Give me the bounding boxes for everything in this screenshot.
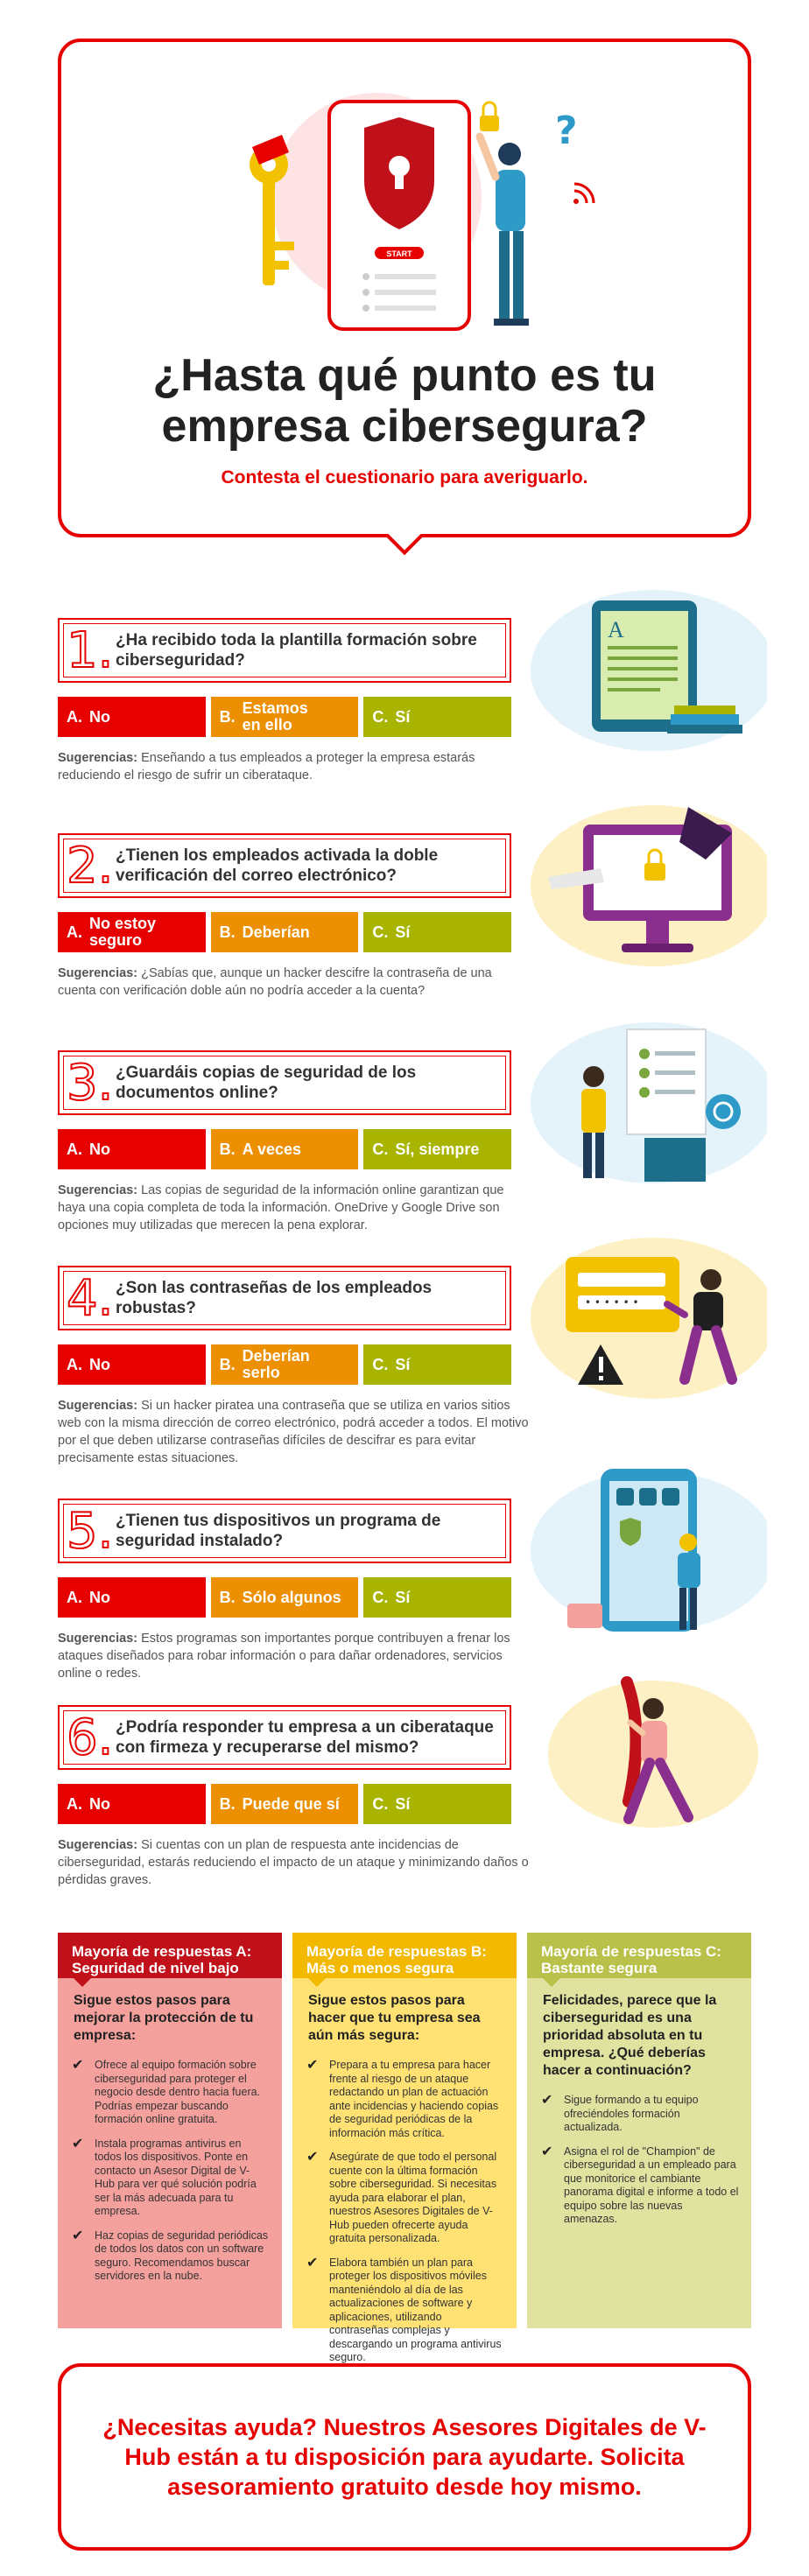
answer-label: No <box>89 1588 110 1606</box>
answer-c-button[interactable] <box>363 1784 511 1824</box>
answer-label: Sí <box>395 707 411 726</box>
answer-a-button[interactable] <box>58 1344 206 1385</box>
hint-body: Enseñando a tus empleados a proteger la empresa estarás reduciendo el riesgo de sufrir un ciberataque. <box>58 751 475 783</box>
result-item <box>292 2145 517 2251</box>
hint-body: Si cuentas con un plan de respuesta ante incidencias de ciberseguridad, estarás reduciendo el impacto de un ataque y minimizando daños o pérdidas graves. <box>58 1838 529 1887</box>
result-item-text: Sigue formando a tu equipo ofreciéndoles formación actualizada. <box>564 2094 699 2133</box>
answer-label: Estamos en ello <box>242 699 308 733</box>
check-icon: ✔ <box>541 2093 553 2108</box>
question-box <box>58 1050 511 1115</box>
answer-a-button[interactable] <box>58 912 206 952</box>
cta-card[interactable] <box>58 2363 751 2551</box>
result-item <box>527 2140 751 2232</box>
question-number: 4. <box>67 1270 114 1327</box>
check-icon: ✔ <box>306 2255 319 2271</box>
check-icon: ✔ <box>72 2228 84 2243</box>
result-item-text: Asegúrate de que todo el personal cuente con la última formación sobre ciberseguridad. Si necesitas ayuda para elaborar el plan, nuestros Asesores Digitales de V-Hub pueden ofrecerte ayuda gratuita personalizada. <box>329 2151 497 2244</box>
cta-text: ¿Necesitas ayuda? Nuestros Asesores Digitales de V-Hub están a tu disposición para ayudarte. Solicita asesoramiento gratuito desde hoy mismo. <box>102 2414 707 2500</box>
shield-defender-illustration <box>513 1670 767 1845</box>
answer-label: No <box>89 1355 110 1373</box>
answer-letter: A. <box>67 1355 82 1373</box>
question-text: ¿Podría responder tu empresa a un ciberataque con firmeza y recuperarse del mismo? <box>116 1718 494 1757</box>
question-number: 3. <box>67 1055 114 1112</box>
hint-text <box>58 1182 531 1234</box>
check-icon: ✔ <box>541 2144 553 2159</box>
answer-b-button[interactable] <box>211 697 359 737</box>
hint-body: ¿Sabías que, aunque un hacker descifre la contraseña de una cuenta con verificación doble aún no podría acceder a la cuenta? <box>58 966 492 998</box>
answer-label: Sí <box>395 923 411 941</box>
answer-letter: C. <box>372 1140 389 1158</box>
result-header: Mayoría de respuestas B: Más o menos segura <box>292 1933 517 1978</box>
hint-body: Las copias de seguridad de la información online garantizan que haya una copia completa de toda la información. OneDrive y Google Drive son opciones muy utilizadas que merecen la pena explorar. <box>58 1183 504 1232</box>
header-arrow <box>74 1978 91 1987</box>
check-icon: ✔ <box>72 2136 84 2151</box>
answer-letter: C. <box>372 1588 389 1606</box>
answer-label: No estoy seguro <box>89 915 157 949</box>
question-box <box>58 1499 511 1563</box>
hint-text <box>58 749 531 784</box>
svg-text:?: ? <box>555 109 578 153</box>
results-panel <box>58 1933 751 2363</box>
result-item <box>292 2053 517 2145</box>
answer-letter: A. <box>67 1588 82 1606</box>
answer-label: Deberían <box>242 923 310 941</box>
answer-letter: A. <box>67 1794 82 1813</box>
answer-a-button[interactable] <box>58 1784 206 1824</box>
answer-options <box>58 912 511 952</box>
answer-label: Sí <box>395 1588 411 1606</box>
result-item <box>527 2088 751 2140</box>
answer-letter: A. <box>67 707 82 726</box>
hint-label: Sugerencias: <box>58 1399 138 1413</box>
answer-letter: A. <box>67 923 82 941</box>
hint-label: Sugerencias: <box>58 1838 138 1852</box>
answer-label: Deberían serlo <box>242 1347 310 1381</box>
question-number: 5. <box>67 1503 114 1560</box>
result-intro: Felicidades, parece que la ciberseguridad es una prioridad absoluta en tu empresa. ¿Qué deberías hacer a continuación? <box>543 1993 717 2078</box>
result-item-text: Asigna el rol de "Champion" de ciberseguridad a un empleado para que monitorice el cambiante panorama digital e informe a todo el equipo sobre las nuevas amenazas. <box>564 2144 739 2225</box>
hint-text <box>58 1630 531 1682</box>
answer-letter: A. <box>67 1140 82 1158</box>
answer-b-button[interactable] <box>211 1344 359 1385</box>
answer-label: No <box>89 1140 110 1158</box>
answer-letter: B. <box>219 1794 236 1813</box>
answer-c-button[interactable] <box>363 1344 511 1385</box>
result-header: Mayoría de respuestas A: Seguridad de nivel bajo <box>58 1933 282 1978</box>
answer-letter: B. <box>219 1355 236 1373</box>
check-icon: ✔ <box>306 2150 319 2165</box>
answer-letter: B. <box>219 707 236 726</box>
result-intro: Sigue estos pasos para mejorar la protección de tu empresa: <box>74 1993 254 2043</box>
svg-text:• • • • • •: • • • • • • <box>585 1296 639 1309</box>
header-arrow <box>308 1978 326 1987</box>
result-item <box>58 2132 282 2224</box>
result-item-text: Elabora también un plan para proteger los dispositivos móviles manteniéndolo al día de las actualizaciones de software y aplicaciones, utilizando contraseñas complejas y descargando un programa antivirus seguro. <box>329 2256 502 2363</box>
result-column-a <box>58 1933 282 2328</box>
phone-security-illustration <box>201 67 622 347</box>
answer-letter: C. <box>372 707 389 726</box>
answer-label: No <box>89 707 110 726</box>
question-box <box>58 1266 511 1330</box>
result-column-c <box>527 1933 751 2328</box>
hint-text <box>58 1836 531 1889</box>
answer-label: Sí <box>395 1794 411 1813</box>
backup-documents-illustration <box>513 1015 767 1190</box>
hint-body: Estos programas son importantes porque contribuyen a frenar los ataques diseñados para robar información o para dañar ordenadores, servicios online o redes. <box>58 1632 510 1681</box>
answer-b-button[interactable] <box>211 1129 359 1169</box>
question-number: 2. <box>67 838 114 895</box>
answer-b-button[interactable] <box>211 1577 359 1618</box>
answer-c-button[interactable] <box>363 697 511 737</box>
answer-letter: C. <box>372 1355 389 1373</box>
monitor-hacker-illustration <box>513 798 767 973</box>
result-item <box>58 2053 282 2132</box>
question-text: ¿Guardáis copias de seguridad de los documentos online? <box>116 1063 417 1102</box>
answer-options <box>58 1577 511 1618</box>
answer-a-button[interactable] <box>58 697 206 737</box>
answer-letter: B. <box>219 1140 236 1158</box>
svg-text:A: A <box>608 617 624 642</box>
result-item-text: Ofrece al equipo formación sobre ciberseguridad para proteger el negocio desde dentro hacia fuera. Podrías empezar buscando formación online gratuita. <box>95 2059 261 2125</box>
hero-card <box>58 39 751 537</box>
phone-apps-illustration <box>513 1463 767 1639</box>
answer-a-button[interactable] <box>58 1129 206 1169</box>
answer-letter: C. <box>372 1794 389 1813</box>
result-intro: Sigue estos pasos para hacer que tu empresa sea aún más segura: <box>308 1993 481 2043</box>
result-header: Mayoría de respuestas C: Bastante segura <box>527 1933 751 1978</box>
password-warning-illustration <box>513 1231 767 1406</box>
hint-label: Sugerencias: <box>58 1183 138 1197</box>
answer-c-button[interactable] <box>363 1129 511 1169</box>
hint-text <box>58 1397 531 1467</box>
answer-c-button[interactable] <box>363 912 511 952</box>
answer-options <box>58 1784 511 1824</box>
question-box <box>58 618 511 683</box>
check-icon: ✔ <box>72 2058 84 2073</box>
start-label: START <box>386 249 412 258</box>
answer-letter: C. <box>372 923 389 941</box>
answer-letter: B. <box>219 1588 236 1606</box>
answer-options <box>58 1344 511 1385</box>
result-item-text: Instala programas antivirus en todos los dispositivos. Ponte en contacto un Asesor Digital de V-Hub para ver qué solución podría ser la más adecuada para tu empresa. <box>95 2137 257 2217</box>
answer-c-button[interactable] <box>363 1577 511 1618</box>
answer-label: No <box>89 1794 110 1813</box>
page-subtitle: Contesta el cuestionario para averiguarlo. <box>221 467 588 488</box>
question-text: ¿Son las contraseñas de los empleados robustas? <box>116 1279 433 1317</box>
hint-body: Si un hacker piratea una contraseña que se utiliza en varios sitios web con la misma dirección de correo electrónico, podrá acceder a todos. El motivo por el que deben utilizarse contraseñas difíciles de descifrar es para evitar precisamente estas situaciones. <box>58 1399 529 1465</box>
result-item <box>58 2224 282 2289</box>
question-text: ¿Tienen tus dispositivos un programa de seguridad instalado? <box>116 1512 441 1550</box>
question-number: 6. <box>67 1709 114 1766</box>
answer-label: Sí <box>395 1355 411 1373</box>
result-item-text: Haz copias de seguridad periódicas de todos los datos con un software seguro. Recomendamos buscar servidores en la nube. <box>95 2229 269 2282</box>
question-text: ¿Ha recibido toda la plantilla formación sobre ciberseguridad? <box>116 631 477 670</box>
hint-label: Sugerencias: <box>58 966 138 980</box>
page-title: ¿Hasta qué punto es tu empresa cibersegura? <box>152 350 657 452</box>
answer-label: A veces <box>242 1140 302 1158</box>
hint-label: Sugerencias: <box>58 751 138 765</box>
answer-letter: B. <box>219 923 236 941</box>
tablet-document-illustration <box>513 583 767 758</box>
hint-label: Sugerencias: <box>58 1632 138 1646</box>
hint-text <box>58 965 531 1000</box>
question-box <box>58 833 511 898</box>
result-item-text: Prepara a tu empresa para hacer frente al riesgo de un ataque redactando un plan de actuación ante incidencias y haciendo copias de seguridad periódicas de la información más crítica. <box>329 2059 499 2139</box>
speech-notch <box>386 518 423 555</box>
question-number: 1. <box>67 622 114 679</box>
question-box <box>58 1705 511 1770</box>
answer-a-button[interactable] <box>58 1577 206 1618</box>
answer-label: Puede que sí <box>242 1794 340 1813</box>
answer-options <box>58 697 511 737</box>
answer-options <box>58 1129 511 1169</box>
answer-b-button[interactable] <box>211 912 359 952</box>
answer-b-button[interactable] <box>211 1784 359 1824</box>
answer-label: Sólo algunos <box>242 1588 341 1606</box>
result-column-b <box>292 1933 517 2363</box>
result-item <box>292 2251 517 2370</box>
header-arrow <box>543 1978 560 1987</box>
question-text: ¿Tienen los empleados activada la doble verificación del correo electrónico? <box>116 846 439 885</box>
check-icon: ✔ <box>306 2058 319 2073</box>
answer-label: Sí, siempre <box>395 1140 480 1158</box>
